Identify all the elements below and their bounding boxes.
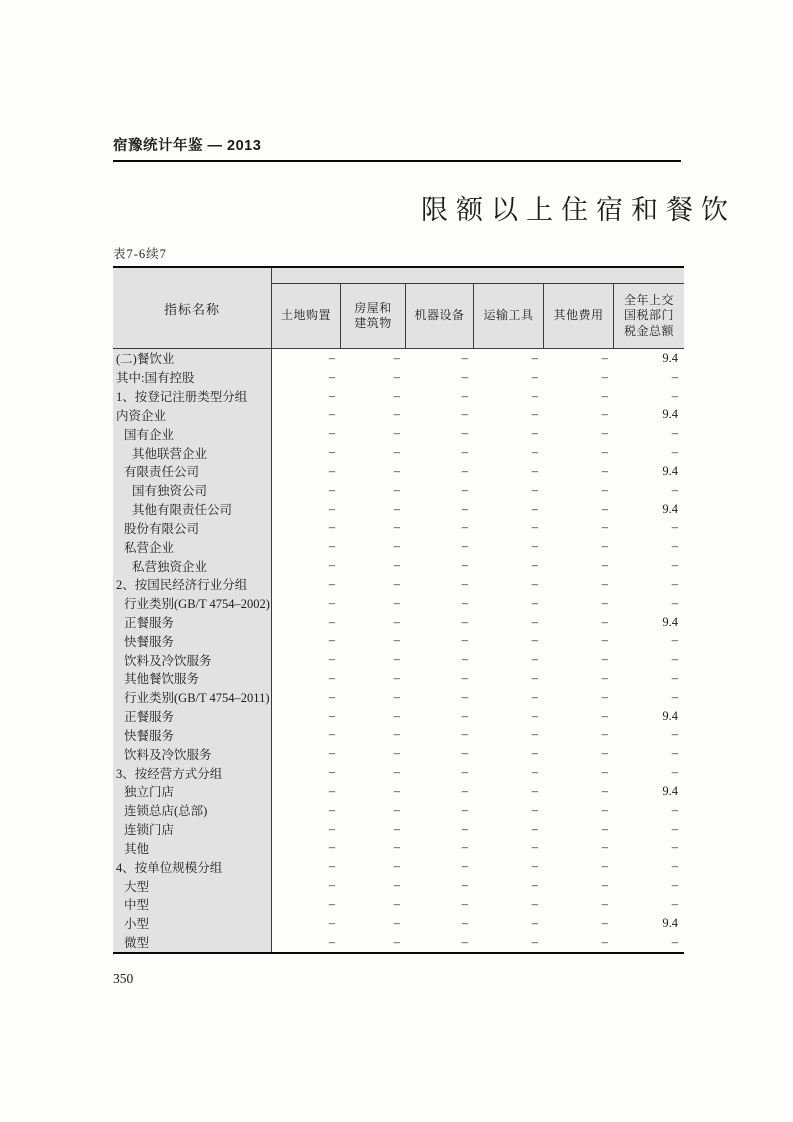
cell-value: – bbox=[328, 821, 335, 836]
cell-value: – bbox=[531, 595, 538, 610]
cell-value: – bbox=[461, 652, 468, 667]
cell-value: – bbox=[531, 708, 538, 723]
table-row bbox=[113, 839, 684, 858]
cell-value: – bbox=[601, 765, 608, 780]
table-body bbox=[113, 349, 684, 952]
cell-value: – bbox=[328, 689, 335, 704]
cell-value: – bbox=[461, 821, 468, 836]
cell-value: – bbox=[328, 426, 335, 441]
row-label: 其他 bbox=[113, 839, 272, 858]
row-label: 国有独资公司 bbox=[113, 481, 272, 500]
cell-value: – bbox=[671, 746, 678, 761]
row-label: 其他有限责任公司 bbox=[113, 500, 272, 519]
table-row bbox=[113, 368, 684, 387]
cell-value: – bbox=[601, 369, 608, 384]
cell-value: – bbox=[531, 878, 538, 893]
cell-value: – bbox=[393, 614, 400, 629]
row-label: 小型 bbox=[113, 914, 272, 933]
cell-value: – bbox=[461, 859, 468, 874]
cell-value: – bbox=[328, 407, 335, 422]
cell-value: 9.4 bbox=[662, 463, 678, 478]
column-header-line: 建筑物 bbox=[354, 316, 392, 330]
cell-value: – bbox=[531, 652, 538, 667]
row-label: 2、按国民经济行业分组 bbox=[113, 575, 272, 594]
cell-value: – bbox=[461, 802, 468, 817]
cell-value: – bbox=[601, 558, 608, 573]
column-header bbox=[341, 284, 406, 348]
table-row bbox=[113, 801, 684, 820]
row-label: 正餐服务 bbox=[113, 613, 272, 632]
cell-value: – bbox=[671, 652, 678, 667]
row-label: 饮料及冷饮服务 bbox=[113, 650, 272, 669]
row-label: (二)餐饮业 bbox=[113, 349, 272, 368]
row-label: 其中:国有控股 bbox=[113, 368, 272, 387]
cell-value: – bbox=[393, 878, 400, 893]
cell-value: – bbox=[601, 934, 608, 949]
column-header-line: 国税部门 bbox=[623, 308, 674, 323]
column-header-line: 房屋和 bbox=[354, 300, 392, 315]
cell-value: – bbox=[671, 482, 678, 497]
cell-value: – bbox=[328, 727, 335, 742]
cell-value: – bbox=[671, 896, 678, 911]
cell-value: – bbox=[601, 708, 608, 723]
cell-value: – bbox=[393, 595, 400, 610]
cell-value: – bbox=[531, 426, 538, 441]
cell-value: – bbox=[601, 670, 608, 685]
cell-value: – bbox=[393, 670, 400, 685]
cell-value: – bbox=[328, 520, 335, 535]
cell-value: – bbox=[328, 614, 335, 629]
page-number: 350 bbox=[113, 971, 134, 986]
column-header-row bbox=[272, 284, 684, 348]
cell-value: – bbox=[393, 350, 400, 365]
column-header-line: 土地购置 bbox=[280, 308, 331, 323]
cell-value: – bbox=[393, 407, 400, 422]
cell-value: – bbox=[328, 934, 335, 949]
cell-value: – bbox=[531, 463, 538, 478]
cell-value: – bbox=[461, 727, 468, 742]
cell-value: – bbox=[461, 482, 468, 497]
cell-value: – bbox=[461, 934, 468, 949]
table-row bbox=[113, 650, 684, 669]
cell-value: – bbox=[461, 915, 468, 930]
table-row bbox=[113, 914, 684, 933]
cell-value: – bbox=[601, 350, 608, 365]
cell-value: – bbox=[531, 633, 538, 648]
cell-value: – bbox=[531, 369, 538, 384]
cell-value: – bbox=[328, 670, 335, 685]
cell-value: – bbox=[531, 614, 538, 629]
column-header bbox=[474, 284, 544, 348]
cell-value: – bbox=[531, 896, 538, 911]
cell-value: – bbox=[601, 727, 608, 742]
table-row bbox=[113, 556, 684, 575]
running-header-text: 宿豫统计年鉴 — 2013 bbox=[113, 138, 262, 154]
data-column-headers bbox=[272, 268, 684, 348]
cell-value: – bbox=[461, 708, 468, 723]
row-label: 连锁总店(总部) bbox=[113, 801, 272, 820]
cell-value: – bbox=[393, 821, 400, 836]
cell-value: – bbox=[461, 595, 468, 610]
cell-value: 9.4 bbox=[662, 350, 678, 365]
row-label: 连锁门店 bbox=[113, 820, 272, 839]
table-row bbox=[113, 857, 684, 876]
cell-value: – bbox=[461, 878, 468, 893]
cell-value: – bbox=[393, 576, 400, 591]
header-spacer-row bbox=[272, 268, 684, 284]
cell-value: – bbox=[671, 689, 678, 704]
row-label: 行业类别(GB/T 4754–2011) bbox=[113, 688, 272, 707]
cell-value: – bbox=[328, 783, 335, 798]
cell-value: – bbox=[601, 595, 608, 610]
cell-value: 9.4 bbox=[662, 708, 678, 723]
cell-value: – bbox=[531, 539, 538, 554]
cell-value: – bbox=[601, 652, 608, 667]
table-row bbox=[113, 744, 684, 763]
cell-value: – bbox=[601, 896, 608, 911]
cell-value: – bbox=[601, 802, 608, 817]
cell-value: – bbox=[601, 689, 608, 704]
table-row bbox=[113, 500, 684, 519]
cell-value: – bbox=[531, 501, 538, 516]
cell-value: – bbox=[393, 388, 400, 403]
table-row bbox=[113, 349, 684, 368]
table-row bbox=[113, 481, 684, 500]
column-header bbox=[406, 284, 474, 348]
cell-value: – bbox=[531, 802, 538, 817]
cell-value: – bbox=[393, 896, 400, 911]
row-label: 国有企业 bbox=[113, 424, 272, 443]
column-header bbox=[614, 284, 684, 348]
table-header bbox=[113, 268, 684, 349]
row-label: 1、按登记注册类型分组 bbox=[113, 387, 272, 406]
cell-value: – bbox=[393, 802, 400, 817]
column-header-line: 运输工具 bbox=[483, 308, 534, 323]
table-row bbox=[113, 443, 684, 462]
cell-value: – bbox=[393, 840, 400, 855]
cell-value: – bbox=[461, 520, 468, 535]
cell-value: – bbox=[461, 614, 468, 629]
cell-value: – bbox=[671, 670, 678, 685]
cell-value: – bbox=[461, 765, 468, 780]
table-row bbox=[113, 387, 684, 406]
cell-value: – bbox=[393, 783, 400, 798]
cell-value: – bbox=[531, 859, 538, 874]
cell-value: – bbox=[671, 539, 678, 554]
cell-value: – bbox=[461, 783, 468, 798]
cell-value: – bbox=[393, 689, 400, 704]
cell-value: – bbox=[328, 633, 335, 648]
cell-value: – bbox=[328, 558, 335, 573]
cell-value: – bbox=[531, 840, 538, 855]
running-header bbox=[113, 134, 681, 162]
cell-value: – bbox=[531, 482, 538, 497]
table-row bbox=[113, 782, 684, 801]
cell-value: – bbox=[601, 859, 608, 874]
page-title: 限额以上住宿和餐饮 bbox=[421, 195, 736, 225]
cell-value: – bbox=[461, 407, 468, 422]
cell-value: – bbox=[393, 652, 400, 667]
cell-value: – bbox=[531, 765, 538, 780]
cell-value: – bbox=[393, 463, 400, 478]
cell-value: – bbox=[328, 878, 335, 893]
cell-value: – bbox=[461, 558, 468, 573]
cell-value: – bbox=[328, 501, 335, 516]
cell-value: – bbox=[601, 783, 608, 798]
cell-value: – bbox=[328, 463, 335, 478]
table-row bbox=[113, 688, 684, 707]
cell-value: – bbox=[601, 821, 608, 836]
cell-value: – bbox=[601, 501, 608, 516]
cell-value: – bbox=[328, 840, 335, 855]
cell-value: – bbox=[531, 445, 538, 460]
cell-value: – bbox=[461, 840, 468, 855]
cell-value: – bbox=[671, 840, 678, 855]
table-row bbox=[113, 933, 684, 952]
cell-value: – bbox=[531, 350, 538, 365]
cell-value: – bbox=[601, 746, 608, 761]
cell-value: – bbox=[531, 783, 538, 798]
table-row bbox=[113, 726, 684, 745]
column-header bbox=[544, 284, 614, 348]
table-row bbox=[113, 424, 684, 443]
cell-value: – bbox=[671, 802, 678, 817]
cell-value: – bbox=[601, 614, 608, 629]
table-row bbox=[113, 707, 684, 726]
cell-value: – bbox=[461, 576, 468, 591]
cell-value: – bbox=[601, 520, 608, 535]
column-header-line: 其他费用 bbox=[553, 308, 604, 323]
row-label: 独立门店 bbox=[113, 782, 272, 801]
cell-value: 9.4 bbox=[662, 783, 678, 798]
cell-value: – bbox=[671, 520, 678, 535]
cell-value: – bbox=[671, 388, 678, 403]
cell-value: – bbox=[328, 595, 335, 610]
cell-value: – bbox=[671, 633, 678, 648]
column-header bbox=[272, 284, 341, 348]
row-label: 饮料及冷饮服务 bbox=[113, 744, 272, 763]
cell-value: 9.4 bbox=[662, 501, 678, 516]
row-label: 快餐服务 bbox=[113, 631, 272, 650]
row-label: 股份有限公司 bbox=[113, 518, 272, 537]
cell-value: – bbox=[601, 878, 608, 893]
cell-value: – bbox=[393, 633, 400, 648]
cell-value: – bbox=[461, 501, 468, 516]
cell-value: 9.4 bbox=[662, 407, 678, 422]
cell-value: – bbox=[393, 445, 400, 460]
cell-value: – bbox=[671, 558, 678, 573]
cell-value: – bbox=[671, 727, 678, 742]
cell-value: – bbox=[531, 670, 538, 685]
statistics-table bbox=[113, 266, 684, 954]
table-row bbox=[113, 669, 684, 688]
table-row bbox=[113, 613, 684, 632]
cell-value: – bbox=[393, 746, 400, 761]
cell-value: – bbox=[601, 633, 608, 648]
cell-value: – bbox=[601, 539, 608, 554]
cell-value: – bbox=[671, 426, 678, 441]
cell-value: – bbox=[671, 934, 678, 949]
cell-value: – bbox=[531, 934, 538, 949]
row-label: 其他餐饮服务 bbox=[113, 669, 272, 688]
row-label: 3、按经营方式分组 bbox=[113, 763, 272, 782]
row-label: 微型 bbox=[113, 933, 272, 952]
cell-value: – bbox=[461, 463, 468, 478]
cell-value: – bbox=[328, 915, 335, 930]
cell-value: – bbox=[328, 896, 335, 911]
cell-value: – bbox=[328, 350, 335, 365]
cell-value: – bbox=[328, 539, 335, 554]
table-row bbox=[113, 820, 684, 839]
table-row bbox=[113, 405, 684, 424]
cell-value: – bbox=[601, 915, 608, 930]
cell-value: – bbox=[328, 802, 335, 817]
cell-value: – bbox=[531, 689, 538, 704]
cell-value: – bbox=[461, 633, 468, 648]
row-label: 私营企业 bbox=[113, 537, 272, 556]
table-row bbox=[113, 594, 684, 613]
cell-value: – bbox=[328, 708, 335, 723]
cell-value: – bbox=[461, 445, 468, 460]
cell-value: – bbox=[531, 821, 538, 836]
row-label: 大型 bbox=[113, 876, 272, 895]
cell-value: – bbox=[531, 407, 538, 422]
cell-value: – bbox=[601, 426, 608, 441]
cell-value: 9.4 bbox=[662, 614, 678, 629]
cell-value: – bbox=[393, 859, 400, 874]
cell-value: – bbox=[328, 765, 335, 780]
cell-value: – bbox=[328, 859, 335, 874]
stub-header-cell: 指标名称 bbox=[113, 268, 272, 348]
cell-value: – bbox=[393, 369, 400, 384]
row-label: 快餐服务 bbox=[113, 726, 272, 745]
row-label: 正餐服务 bbox=[113, 707, 272, 726]
table-caption: 表7-6续7 bbox=[113, 247, 167, 261]
table-row bbox=[113, 895, 684, 914]
cell-value: – bbox=[531, 388, 538, 403]
cell-value: – bbox=[461, 426, 468, 441]
cell-value: – bbox=[671, 576, 678, 591]
cell-value: – bbox=[671, 878, 678, 893]
cell-value: – bbox=[601, 445, 608, 460]
table-row bbox=[113, 575, 684, 594]
table-row bbox=[113, 537, 684, 556]
cell-value: – bbox=[461, 539, 468, 554]
cell-value: – bbox=[601, 482, 608, 497]
cell-value: – bbox=[328, 746, 335, 761]
row-label: 4、按单位规模分组 bbox=[113, 857, 272, 876]
cell-value: – bbox=[393, 520, 400, 535]
cell-value: 9.4 bbox=[662, 915, 678, 930]
column-header-line: 机器设备 bbox=[414, 308, 465, 323]
table-row bbox=[113, 763, 684, 782]
row-label: 内资企业 bbox=[113, 405, 272, 424]
column-header-line: 税金总额 bbox=[623, 323, 674, 338]
cell-value: – bbox=[393, 501, 400, 516]
cell-value: – bbox=[601, 388, 608, 403]
cell-value: – bbox=[671, 595, 678, 610]
table-row bbox=[113, 876, 684, 895]
cell-value: – bbox=[393, 539, 400, 554]
cell-value: – bbox=[531, 576, 538, 591]
row-label: 有限责任公司 bbox=[113, 462, 272, 481]
cell-value: – bbox=[393, 558, 400, 573]
cell-value: – bbox=[531, 727, 538, 742]
cell-value: – bbox=[671, 369, 678, 384]
cell-value: – bbox=[328, 445, 335, 460]
cell-value: – bbox=[328, 576, 335, 591]
cell-value: – bbox=[601, 407, 608, 422]
cell-value: – bbox=[328, 482, 335, 497]
cell-value: – bbox=[393, 934, 400, 949]
cell-value: – bbox=[671, 765, 678, 780]
cell-value: – bbox=[328, 388, 335, 403]
row-label: 其他联营企业 bbox=[113, 443, 272, 462]
cell-value: – bbox=[531, 915, 538, 930]
table-row bbox=[113, 462, 684, 481]
cell-value: – bbox=[531, 520, 538, 535]
cell-value: – bbox=[461, 746, 468, 761]
cell-value: – bbox=[461, 896, 468, 911]
row-label: 私营独资企业 bbox=[113, 556, 272, 575]
cell-value: – bbox=[461, 350, 468, 365]
cell-value: – bbox=[393, 708, 400, 723]
cell-value: – bbox=[393, 765, 400, 780]
table-row bbox=[113, 518, 684, 537]
cell-value: – bbox=[601, 840, 608, 855]
table-row bbox=[113, 631, 684, 650]
row-label: 行业类别(GB/T 4754–2002) bbox=[113, 594, 272, 613]
cell-value: – bbox=[393, 426, 400, 441]
cell-value: – bbox=[393, 915, 400, 930]
cell-value: – bbox=[393, 727, 400, 742]
column-header-line: 全年上交 bbox=[623, 292, 674, 307]
cell-value: – bbox=[671, 821, 678, 836]
cell-value: – bbox=[671, 859, 678, 874]
cell-value: – bbox=[393, 482, 400, 497]
cell-value: – bbox=[461, 670, 468, 685]
cell-value: – bbox=[531, 558, 538, 573]
cell-value: – bbox=[461, 689, 468, 704]
cell-value: – bbox=[328, 652, 335, 667]
row-label: 中型 bbox=[113, 895, 272, 914]
cell-value: – bbox=[601, 463, 608, 478]
cell-value: – bbox=[461, 388, 468, 403]
cell-value: – bbox=[601, 576, 608, 591]
cell-value: – bbox=[531, 746, 538, 761]
cell-value: – bbox=[328, 369, 335, 384]
cell-value: – bbox=[461, 369, 468, 384]
cell-value: – bbox=[671, 445, 678, 460]
